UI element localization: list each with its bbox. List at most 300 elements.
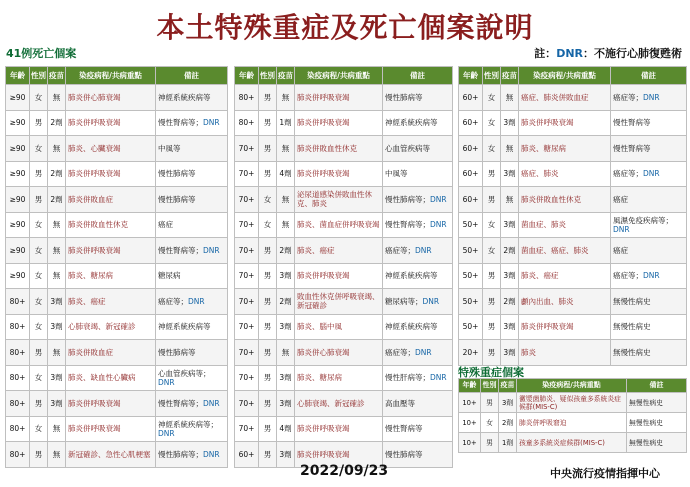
vaccine-cell: 無 bbox=[48, 238, 66, 264]
course-cell: 癌症、肺炎併敗血症 bbox=[519, 85, 611, 111]
column-header: 備註 bbox=[611, 67, 687, 85]
course-cell: 肺炎併呼吸衰竭 bbox=[66, 110, 156, 136]
vaccine-cell: 3劑 bbox=[501, 110, 519, 136]
table-row bbox=[235, 416, 453, 442]
table-row bbox=[235, 161, 453, 187]
sex-cell: 男 bbox=[30, 161, 48, 187]
column-header: 性別 bbox=[30, 67, 48, 85]
remark-text: 癌症等； bbox=[158, 296, 188, 306]
dnr-label: DNR bbox=[188, 296, 205, 306]
course-cell: 肺炎 bbox=[519, 340, 611, 366]
dnr-label: DNR bbox=[415, 347, 432, 357]
remark-text: 風濕免疫疾病等； bbox=[613, 215, 673, 225]
age-cell: 80+ bbox=[6, 391, 30, 417]
table-row bbox=[459, 393, 687, 413]
remark-cell bbox=[156, 416, 228, 442]
dnr-label: DNR bbox=[422, 296, 440, 306]
sex-cell: 男 bbox=[483, 340, 501, 366]
course-cell: 肺炎、癌症 bbox=[66, 289, 156, 315]
remark-text: 癌症等； bbox=[613, 169, 643, 179]
vaccine-cell: 4劑 bbox=[277, 161, 295, 187]
sex-cell: 男 bbox=[259, 85, 277, 111]
sex-cell: 男 bbox=[483, 314, 501, 340]
age-cell: 70+ bbox=[235, 136, 259, 162]
age-cell: ≥90 bbox=[6, 263, 30, 289]
column-header: 性別 bbox=[481, 379, 499, 393]
age-cell: 70+ bbox=[235, 340, 259, 366]
table-row bbox=[6, 110, 228, 136]
remark-cell bbox=[611, 187, 687, 213]
vaccine-cell: 3劑 bbox=[277, 314, 295, 340]
table-row bbox=[459, 85, 687, 111]
remark-cell bbox=[383, 238, 453, 264]
sex-cell: 男 bbox=[259, 238, 277, 264]
remark-text: 中風等 bbox=[385, 169, 408, 179]
remark-text: 癌症等； bbox=[613, 271, 643, 281]
remark-text: 癌症 bbox=[613, 245, 628, 255]
remark-cell bbox=[383, 212, 453, 238]
age-cell: 50+ bbox=[459, 289, 483, 315]
course-cell: 肺炎、癌症 bbox=[519, 263, 611, 289]
remark-cell bbox=[156, 263, 228, 289]
remark-cell bbox=[611, 85, 687, 111]
column-header: 備註 bbox=[627, 379, 687, 393]
course-cell: 肺炎、心臟衰竭 bbox=[66, 136, 156, 162]
vaccine-cell: 無 bbox=[501, 85, 519, 111]
column-header: 染疫病程/共病重點 bbox=[295, 67, 383, 85]
remark-cell bbox=[627, 433, 687, 453]
age-cell: 50+ bbox=[459, 263, 483, 289]
vaccine-cell: 無 bbox=[48, 263, 66, 289]
vaccine-cell: 3劑 bbox=[48, 391, 66, 417]
course-cell: 菌血症、癌症、肺炎 bbox=[519, 238, 611, 264]
course-cell: 肺炎併心肺衰竭 bbox=[66, 85, 156, 111]
sex-cell: 女 bbox=[30, 314, 48, 340]
sex-cell: 女 bbox=[259, 212, 277, 238]
report-date: 2022/09/23 bbox=[300, 463, 389, 479]
remark-cell bbox=[611, 314, 687, 340]
vaccine-cell: 3劑 bbox=[501, 161, 519, 187]
table-row bbox=[235, 340, 453, 366]
sex-cell: 女 bbox=[483, 136, 501, 162]
age-cell: ≥90 bbox=[6, 85, 30, 111]
age-cell: 60+ bbox=[459, 187, 483, 213]
vaccine-cell: 3劑 bbox=[277, 442, 295, 468]
remark-cell bbox=[156, 136, 228, 162]
age-cell: 80+ bbox=[6, 289, 30, 315]
course-cell: 肺炎併呼吸衰竭 bbox=[66, 391, 156, 417]
course-cell: 肺炎併呼吸衰竭 bbox=[295, 442, 383, 468]
vaccine-cell: 2劑 bbox=[501, 238, 519, 264]
table-row bbox=[459, 433, 687, 453]
remark-text: 慢性肺病等； bbox=[385, 194, 430, 204]
sex-cell: 女 bbox=[483, 85, 501, 111]
vaccine-cell: 3劑 bbox=[501, 212, 519, 238]
remark-cell bbox=[627, 413, 687, 433]
dnr-note: 註：DNR：不施行心肺復甦術 bbox=[534, 47, 682, 60]
table-row bbox=[6, 187, 228, 213]
sex-cell: 女 bbox=[483, 238, 501, 264]
vaccine-cell: 無 bbox=[48, 416, 66, 442]
vaccine-cell: 3劑 bbox=[501, 263, 519, 289]
column-header: 染疫病程/共病重點 bbox=[517, 379, 627, 393]
table-row bbox=[6, 416, 228, 442]
remark-cell bbox=[156, 365, 228, 391]
remark-text: 心血管疾病等 bbox=[385, 143, 430, 153]
remark-text: 癌症 bbox=[158, 220, 173, 230]
course-cell: 肺炎、腦中風 bbox=[295, 314, 383, 340]
vaccine-cell: 無 bbox=[277, 187, 295, 213]
remark-text: 無慢性病史 bbox=[629, 418, 663, 427]
remark-text: 慢性腎病等； bbox=[158, 245, 203, 255]
table-row bbox=[6, 263, 228, 289]
course-cell: 肺炎併呼吸窘迫 bbox=[517, 413, 627, 433]
remark-text: 神經系統疾病等 bbox=[385, 118, 438, 128]
vaccine-cell: 3劑 bbox=[48, 365, 66, 391]
column-header: 年齡 bbox=[459, 67, 483, 85]
remark-cell bbox=[611, 263, 687, 289]
remark-cell bbox=[383, 85, 453, 111]
dnr-label: DNR bbox=[430, 373, 447, 383]
course-cell: 肺炎併呼吸衰竭 bbox=[66, 161, 156, 187]
remark-cell bbox=[156, 442, 228, 468]
age-cell: 50+ bbox=[459, 238, 483, 264]
death-table-3 bbox=[458, 66, 687, 366]
table-row bbox=[459, 263, 687, 289]
age-cell: 60+ bbox=[459, 136, 483, 162]
remark-cell bbox=[383, 365, 453, 391]
sex-cell: 男 bbox=[30, 187, 48, 213]
age-cell: 50+ bbox=[459, 212, 483, 238]
column-header: 備註 bbox=[383, 67, 453, 85]
vaccine-cell: 1劑 bbox=[277, 110, 295, 136]
age-cell: ≥90 bbox=[6, 212, 30, 238]
remark-text: 慢性肺病等 bbox=[385, 449, 423, 459]
remark-text: 無慢性病史 bbox=[613, 347, 651, 357]
column-header: 染疫病程/共病重點 bbox=[519, 67, 611, 85]
table-row bbox=[235, 212, 453, 238]
vaccine-cell: 2劑 bbox=[501, 289, 519, 315]
vaccine-cell: 無 bbox=[501, 136, 519, 162]
remark-cell bbox=[611, 340, 687, 366]
column-header: 疫苗 bbox=[501, 67, 519, 85]
remark-text: 高血壓等 bbox=[385, 398, 415, 408]
vaccine-cell: 3劑 bbox=[48, 314, 66, 340]
remark-text: 慢性肺病等 bbox=[158, 194, 196, 204]
dnr-label: DNR bbox=[613, 224, 630, 234]
remark-cell bbox=[156, 161, 228, 187]
vaccine-cell: 無 bbox=[48, 212, 66, 238]
remark-cell bbox=[383, 314, 453, 340]
course-cell: 肺炎併敗血性休克 bbox=[519, 187, 611, 213]
column-header: 染疫病程/共病重點 bbox=[66, 67, 156, 85]
table-row bbox=[459, 212, 687, 238]
remark-text: 無慢性病史 bbox=[613, 322, 651, 332]
table-row bbox=[459, 314, 687, 340]
remark-text: 慢性腎病等； bbox=[385, 220, 430, 230]
course-cell: 心肺衰竭、新冠確診 bbox=[295, 391, 383, 417]
dnr-label: DNR bbox=[643, 92, 660, 102]
table-row bbox=[6, 340, 228, 366]
course-cell: 新冠確診、急性心肌梗塞 bbox=[66, 442, 156, 468]
remark-cell bbox=[383, 187, 453, 213]
dnr-label: DNR bbox=[203, 398, 220, 408]
remark-cell bbox=[156, 238, 228, 264]
remark-text: 神經系統疾病等 bbox=[158, 92, 211, 102]
sex-cell: 男 bbox=[259, 136, 277, 162]
age-cell: 10+ bbox=[459, 393, 481, 413]
age-cell: 70+ bbox=[235, 365, 259, 391]
vaccine-cell: 3劑 bbox=[277, 263, 295, 289]
dnr-label: DNR bbox=[158, 428, 175, 438]
sex-cell: 男 bbox=[259, 416, 277, 442]
age-cell: 70+ bbox=[235, 289, 259, 315]
course-cell: 癌症、肺炎 bbox=[519, 161, 611, 187]
age-cell: 10+ bbox=[459, 413, 481, 433]
dnr-label: DNR bbox=[203, 449, 220, 459]
death-table-2 bbox=[234, 66, 453, 468]
remark-cell bbox=[383, 391, 453, 417]
course-cell: 菌血症、肺炎 bbox=[519, 212, 611, 238]
age-cell: 80+ bbox=[6, 365, 30, 391]
sex-cell: 女 bbox=[30, 85, 48, 111]
organization-name: 中央流行疫情指揮中心 bbox=[550, 467, 660, 480]
column-header: 疫苗 bbox=[499, 379, 517, 393]
age-cell: ≥90 bbox=[6, 161, 30, 187]
remark-text: 糖尿病 bbox=[158, 271, 181, 281]
dnr-label: DNR bbox=[643, 169, 660, 179]
remark-cell bbox=[156, 391, 228, 417]
remark-cell bbox=[611, 110, 687, 136]
column-header: 年齡 bbox=[235, 67, 259, 85]
remark-cell bbox=[383, 340, 453, 366]
course-cell: 肺炎併呼吸衰竭 bbox=[295, 416, 383, 442]
column-header: 疫苗 bbox=[48, 67, 66, 85]
sex-cell: 女 bbox=[30, 136, 48, 162]
course-cell: 肺炎併敗血症 bbox=[66, 340, 156, 366]
remark-cell bbox=[156, 314, 228, 340]
remark-text: 慢性腎病等 bbox=[613, 143, 651, 153]
remark-cell bbox=[383, 110, 453, 136]
dnr-label: DNR bbox=[643, 271, 660, 281]
remark-cell bbox=[156, 85, 228, 111]
remark-cell bbox=[611, 238, 687, 264]
course-cell: 肺炎、糖尿病 bbox=[66, 263, 156, 289]
age-cell: 60+ bbox=[459, 85, 483, 111]
column-header: 年齡 bbox=[6, 67, 30, 85]
death-cases-heading: 41例死亡個案 bbox=[6, 47, 77, 60]
age-cell: 60+ bbox=[459, 161, 483, 187]
column-header: 疫苗 bbox=[277, 67, 295, 85]
vaccine-cell: 無 bbox=[277, 212, 295, 238]
sex-cell: 女 bbox=[483, 110, 501, 136]
table-row bbox=[235, 391, 453, 417]
column-header: 備註 bbox=[156, 67, 228, 85]
table-row bbox=[459, 413, 687, 433]
sex-cell: 女 bbox=[30, 416, 48, 442]
dnr-label: DNR bbox=[203, 118, 220, 128]
vaccine-cell: 無 bbox=[501, 187, 519, 213]
course-cell: 肺炎併呼吸衰竭 bbox=[295, 85, 383, 111]
table-row bbox=[459, 136, 687, 162]
remark-cell bbox=[383, 136, 453, 162]
age-cell: 80+ bbox=[6, 416, 30, 442]
course-cell: 肺炎、糖尿病 bbox=[295, 365, 383, 391]
age-cell: 70+ bbox=[235, 391, 259, 417]
age-cell: 10+ bbox=[459, 433, 481, 453]
sex-cell: 女 bbox=[30, 212, 48, 238]
table-row bbox=[459, 187, 687, 213]
remark-cell bbox=[383, 161, 453, 187]
vaccine-cell: 3劑 bbox=[277, 365, 295, 391]
remark-text: 神經系統疾病等 bbox=[385, 271, 438, 281]
remark-cell bbox=[383, 416, 453, 442]
remark-text: 癌症 bbox=[613, 194, 628, 204]
vaccine-cell: 無 bbox=[48, 136, 66, 162]
remark-cell bbox=[383, 263, 453, 289]
vaccine-cell: 無 bbox=[48, 340, 66, 366]
course-cell: 顱內出血、肺炎 bbox=[519, 289, 611, 315]
table-row bbox=[235, 289, 453, 315]
remark-cell bbox=[156, 289, 228, 315]
remark-cell bbox=[383, 442, 453, 468]
table-row bbox=[6, 314, 228, 340]
course-cell: 泌尿道感染併敗血性休克、肺炎 bbox=[295, 187, 383, 213]
sex-cell: 男 bbox=[483, 289, 501, 315]
course-cell: 肺炎併敗血性休克 bbox=[66, 212, 156, 238]
sex-cell: 女 bbox=[481, 413, 499, 433]
sex-cell: 男 bbox=[259, 289, 277, 315]
age-cell: 70+ bbox=[235, 187, 259, 213]
age-cell: 70+ bbox=[235, 161, 259, 187]
sex-cell: 男 bbox=[481, 393, 499, 413]
sex-cell: 男 bbox=[259, 263, 277, 289]
table-row bbox=[235, 110, 453, 136]
remark-cell bbox=[156, 212, 228, 238]
vaccine-cell: 無 bbox=[277, 136, 295, 162]
vaccine-cell: 2劑 bbox=[277, 238, 295, 264]
remark-text: 慢性肺病等 bbox=[158, 347, 196, 357]
death-table-1 bbox=[5, 66, 228, 468]
table-row bbox=[459, 340, 687, 366]
remark-text: 癌症等； bbox=[385, 245, 415, 255]
table-row bbox=[235, 136, 453, 162]
course-cell: 肺炎併呼吸衰竭 bbox=[66, 238, 156, 264]
remark-text: 糖尿病等； bbox=[385, 296, 423, 306]
remark-cell bbox=[156, 187, 228, 213]
page-title: 本土特殊重症及死亡個案說明 bbox=[156, 11, 534, 44]
remark-text: 神經系統疾病等 bbox=[158, 322, 211, 332]
vaccine-cell: 2劑 bbox=[48, 110, 66, 136]
table-row bbox=[235, 187, 453, 213]
remark-text: 癌症等； bbox=[613, 92, 643, 102]
remark-cell bbox=[156, 340, 228, 366]
age-cell: 20+ bbox=[459, 340, 483, 366]
column-header: 性別 bbox=[259, 67, 277, 85]
course-cell: 肺炎、缺血性心臟病 bbox=[66, 365, 156, 391]
course-cell: 孩童多系統炎症候群(MIS-C) bbox=[517, 433, 627, 453]
table-row bbox=[6, 136, 228, 162]
table-row bbox=[6, 391, 228, 417]
sex-cell: 男 bbox=[259, 110, 277, 136]
remark-text: 慢性肝病等； bbox=[385, 373, 430, 383]
course-cell: 肺炎、癌症 bbox=[295, 238, 383, 264]
sex-cell: 男 bbox=[483, 263, 501, 289]
age-cell: 60+ bbox=[235, 442, 259, 468]
age-cell: 80+ bbox=[6, 340, 30, 366]
age-cell: 70+ bbox=[235, 212, 259, 238]
table-row bbox=[235, 238, 453, 264]
age-cell: 80+ bbox=[6, 314, 30, 340]
remark-text: 慢性腎病等 bbox=[613, 118, 651, 128]
remark-cell bbox=[611, 212, 687, 238]
course-cell: 肺炎併心肺衰竭 bbox=[295, 340, 383, 366]
table-row bbox=[459, 238, 687, 264]
remark-text: 無慢性病史 bbox=[629, 438, 663, 447]
age-cell: 70+ bbox=[235, 416, 259, 442]
dnr-label: DNR bbox=[430, 220, 447, 230]
table-row bbox=[459, 110, 687, 136]
remark-text: 神經系統疾病等； bbox=[158, 419, 218, 429]
sex-cell: 女 bbox=[483, 212, 501, 238]
table-row bbox=[459, 161, 687, 187]
table-row bbox=[6, 365, 228, 391]
remark-text: 慢性肺病等 bbox=[158, 169, 196, 179]
table-row bbox=[6, 442, 228, 468]
column-header: 年齡 bbox=[459, 379, 481, 393]
table-row bbox=[235, 263, 453, 289]
remark-text: 神經系統疾病等 bbox=[385, 322, 438, 332]
table-row bbox=[6, 238, 228, 264]
vaccine-cell: 無 bbox=[48, 442, 66, 468]
age-cell: 70+ bbox=[235, 238, 259, 264]
sex-cell: 女 bbox=[259, 187, 277, 213]
vaccine-cell: 3劑 bbox=[501, 314, 519, 340]
remark-cell bbox=[627, 393, 687, 413]
sex-cell: 男 bbox=[483, 161, 501, 187]
course-cell: 肺炎併呼吸衰竭 bbox=[519, 314, 611, 340]
vaccine-cell: 無 bbox=[48, 85, 66, 111]
course-cell: 黴漿菌肺炎、疑似孩童多系統炎症候群(MIS-C) bbox=[517, 393, 627, 413]
sex-cell: 女 bbox=[30, 263, 48, 289]
course-cell: 肺炎併敗血症 bbox=[66, 187, 156, 213]
sex-cell: 男 bbox=[259, 340, 277, 366]
remark-cell bbox=[611, 136, 687, 162]
remark-text: 無慢性病史 bbox=[613, 296, 651, 306]
remark-text: 慢性腎病等 bbox=[385, 424, 423, 434]
remark-cell bbox=[611, 289, 687, 315]
sex-cell: 男 bbox=[30, 340, 48, 366]
age-cell: 80+ bbox=[6, 442, 30, 468]
age-cell: 80+ bbox=[235, 85, 259, 111]
remark-cell bbox=[611, 161, 687, 187]
course-cell: 肺炎併呼吸衰竭 bbox=[295, 263, 383, 289]
sex-cell: 男 bbox=[30, 110, 48, 136]
table-row bbox=[235, 85, 453, 111]
sex-cell: 女 bbox=[30, 365, 48, 391]
sex-cell: 男 bbox=[259, 314, 277, 340]
vaccine-cell: 無 bbox=[277, 340, 295, 366]
vaccine-cell: 3劑 bbox=[48, 289, 66, 315]
dnr-label: DNR bbox=[203, 245, 220, 255]
age-cell: 50+ bbox=[459, 314, 483, 340]
course-cell: 肺炎、糖尿病 bbox=[519, 136, 611, 162]
course-cell: 肺炎併呼吸衰竭 bbox=[519, 110, 611, 136]
dnr-label: DNR bbox=[430, 194, 447, 204]
sex-cell: 男 bbox=[483, 187, 501, 213]
vaccine-cell: 1劑 bbox=[499, 433, 517, 453]
vaccine-cell: 3劑 bbox=[277, 391, 295, 417]
